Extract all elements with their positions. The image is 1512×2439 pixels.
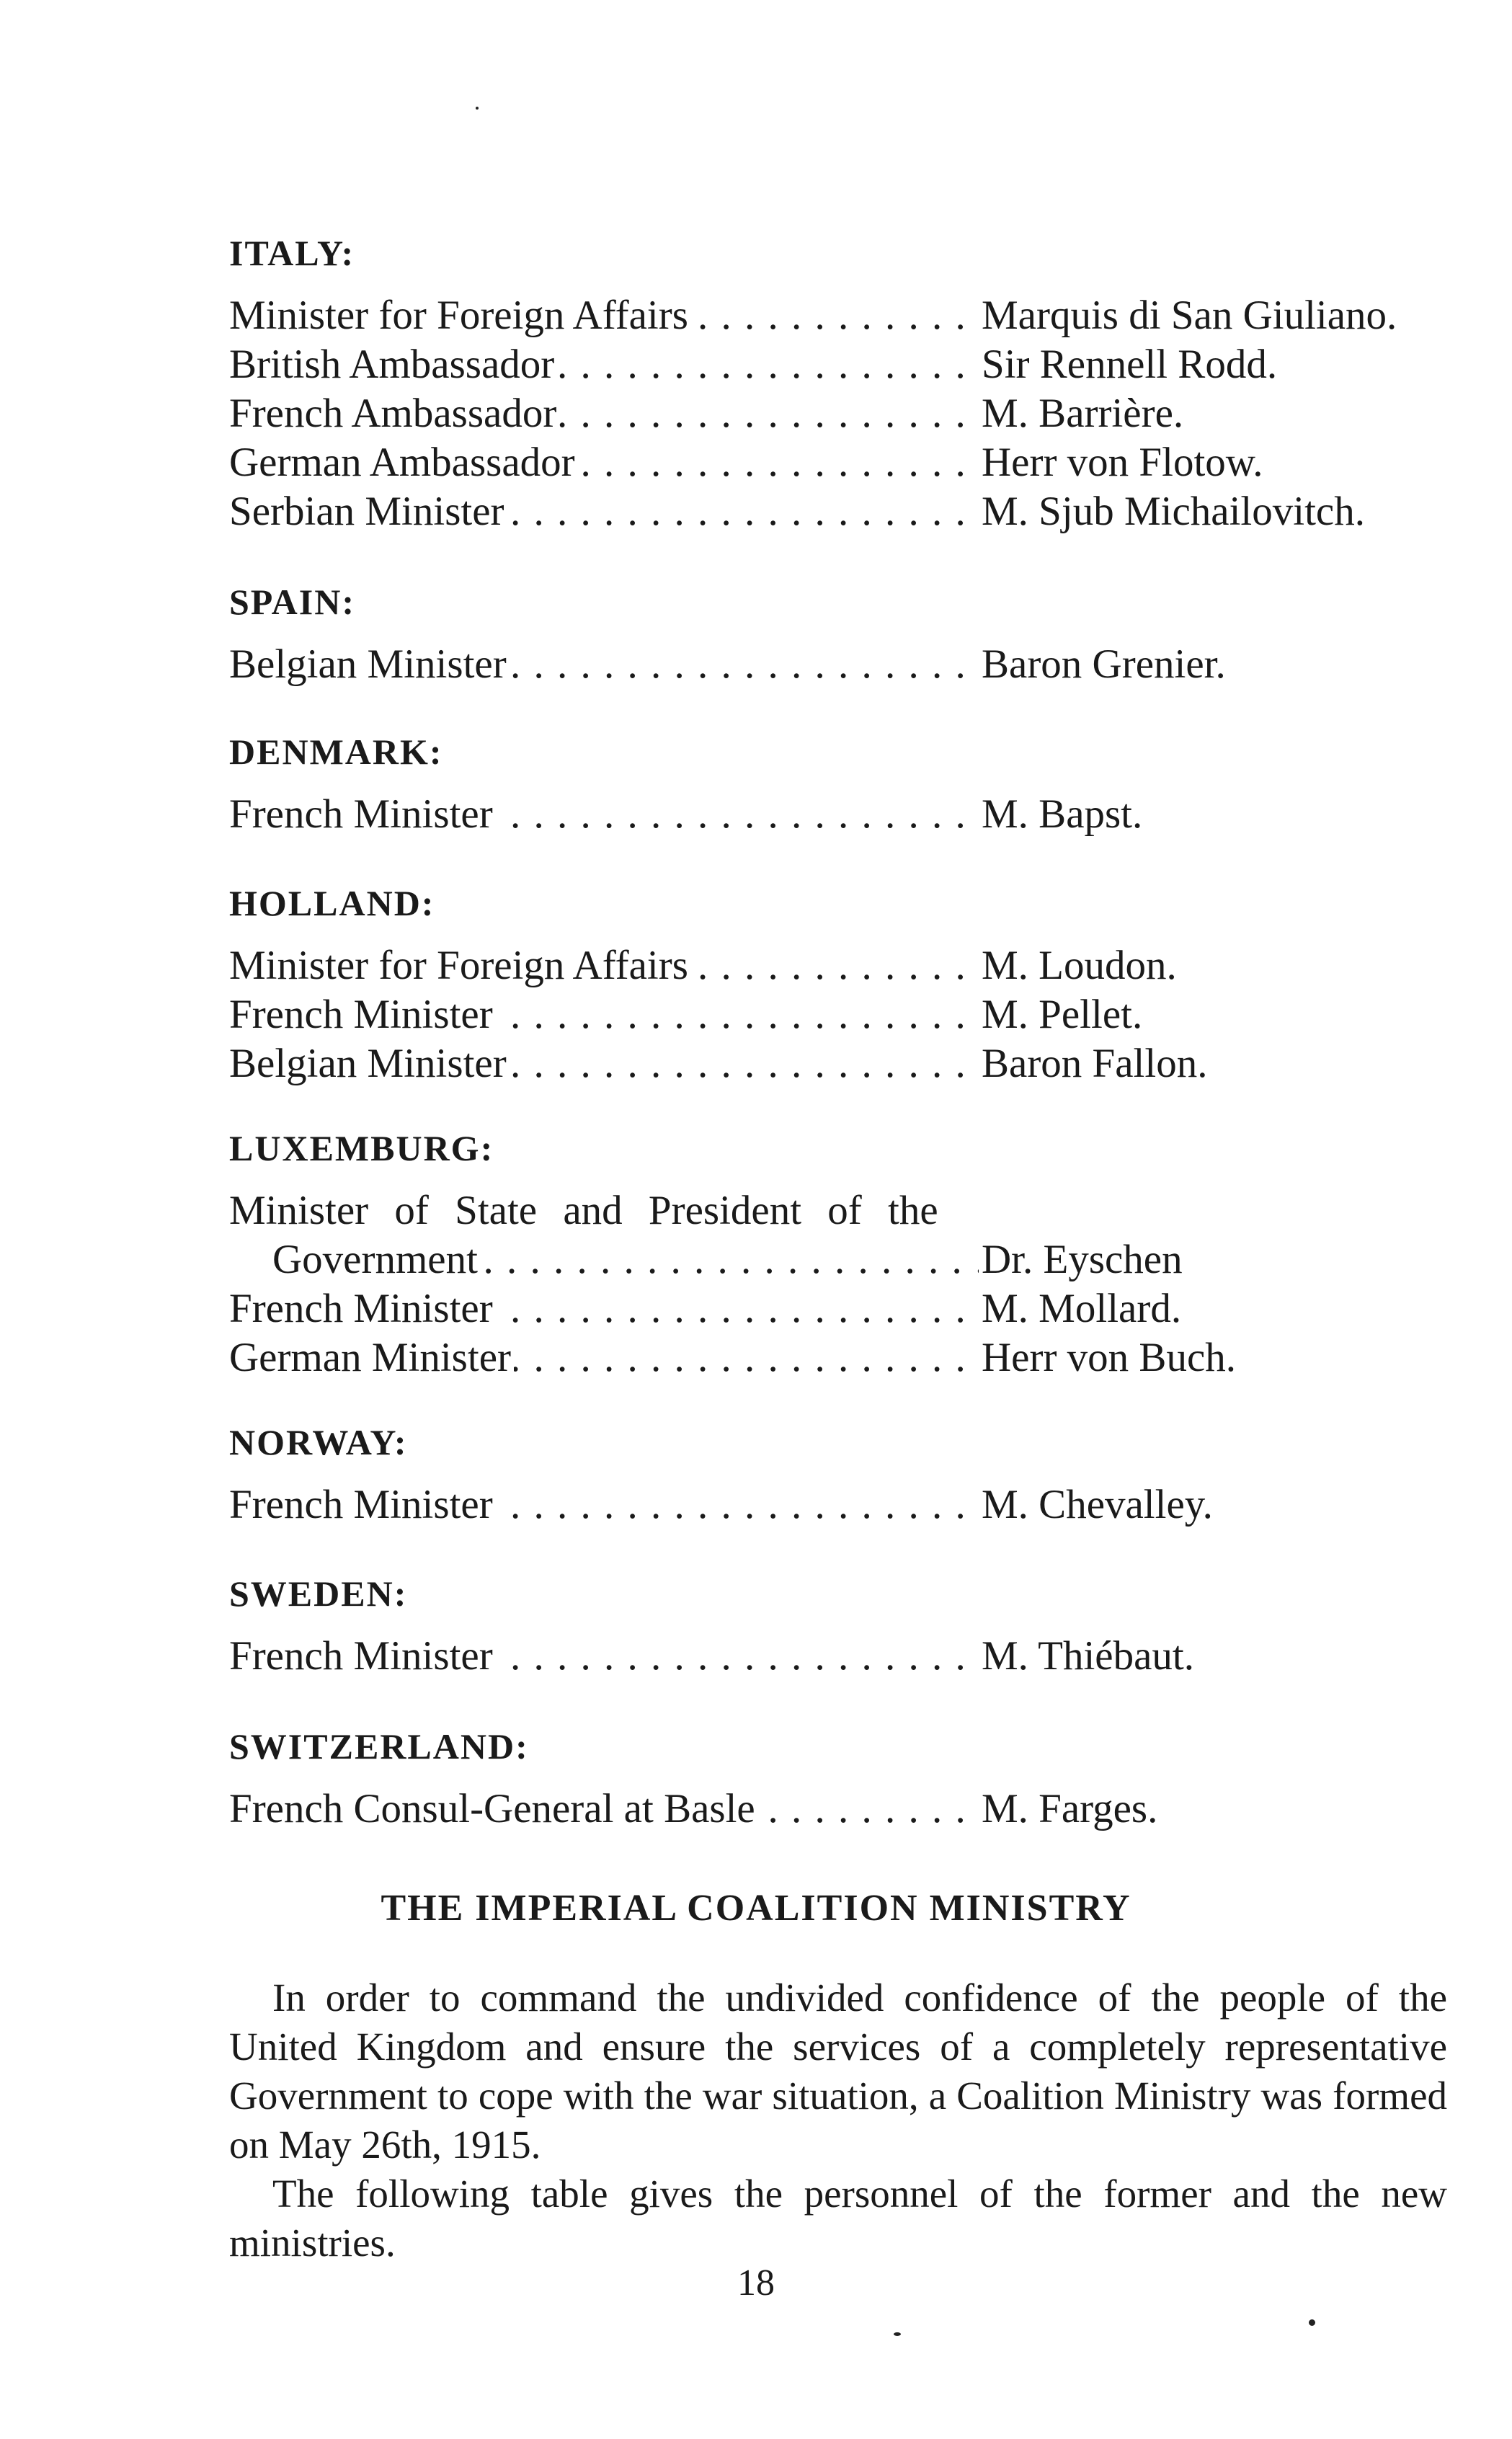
entry-row xyxy=(229,487,1440,536)
entry-row xyxy=(229,291,1440,340)
entry-row xyxy=(229,1333,1440,1382)
entry-role: French Minister xyxy=(229,1633,496,1679)
entry-role: French Minister xyxy=(229,1286,496,1331)
scan-speck xyxy=(1309,2319,1315,2326)
entry-name: Marquis di San Giuliano. xyxy=(979,291,1440,340)
entry-role: German Minister xyxy=(229,1335,514,1380)
entry-role: French Ambassador xyxy=(229,391,559,436)
entry-role: Minister of State and President of the xyxy=(229,1188,938,1233)
section-heading: DENMARK: xyxy=(229,732,443,772)
entry-role: Minister for Foreign Affairs xyxy=(229,293,691,338)
paragraph: In order to command the undivided confidence of the people of the United Kingdom and ensure the services of a completely representative Government to cope with the war situation, a Coalition Ministry was formed on May 26th, 1915. xyxy=(229,1976,1447,2167)
entry-row xyxy=(229,941,1440,990)
entry-name: M. Sjub Michailovitch. xyxy=(979,487,1440,536)
paragraph: The following table gives the personnel of the former and the new ministries. xyxy=(229,2172,1447,2265)
entry-row xyxy=(229,640,1440,689)
entry-row xyxy=(229,1039,1440,1088)
section-heading: LUXEMBURG: xyxy=(229,1128,494,1168)
entry-row xyxy=(229,1284,1440,1333)
entry-name: Sir Rennell Rodd. xyxy=(979,340,1440,389)
entry-name: Herr von Flotow. xyxy=(979,438,1440,487)
entry-role: Belgian Minister xyxy=(229,1041,510,1086)
entry-name: M. Farges. xyxy=(979,1785,1440,1834)
entry-name: M. Barrière. xyxy=(979,389,1440,438)
entry-role: British Ambassador xyxy=(229,342,557,387)
entry-row xyxy=(229,990,1440,1039)
entry-name: M. Bapst. xyxy=(979,790,1440,839)
section-heading: HOLLAND: xyxy=(229,883,435,923)
entry-role: German Ambassador xyxy=(229,440,578,485)
entry-row xyxy=(229,1632,1440,1681)
entry-name: Baron Grenier. xyxy=(979,640,1440,689)
section-title: THE IMPERIAL COALITION MINISTRY xyxy=(381,1888,1131,1929)
page-number: 18 xyxy=(737,2262,775,2304)
entry-row xyxy=(229,1235,1440,1284)
entry-row xyxy=(229,389,1440,438)
entry-role: Government xyxy=(272,1237,481,1282)
entry-role: Minister for Foreign Affairs xyxy=(229,943,691,988)
entry-role: French Minister xyxy=(229,1482,496,1527)
entry-role: French Consul-General at Basle xyxy=(229,1786,758,1831)
section-denmark xyxy=(229,728,1440,839)
entry-role: French Minister xyxy=(229,992,496,1037)
entry-role: Belgian Minister xyxy=(229,641,510,687)
entry-row xyxy=(229,1480,1440,1529)
body-text xyxy=(229,1973,1447,2267)
section-spain xyxy=(229,578,1440,689)
scan-speck xyxy=(894,2332,901,2336)
section-norway xyxy=(229,1418,1440,1529)
section-sweden xyxy=(229,1570,1440,1681)
entry-name: M. Mollard. xyxy=(979,1284,1440,1333)
entry-row xyxy=(229,438,1440,487)
section-heading: ITALY: xyxy=(229,233,355,273)
entry-name: Dr. Eyschen xyxy=(979,1235,1440,1284)
entry-row xyxy=(229,790,1440,839)
entry-name: Baron Fallon. xyxy=(979,1039,1440,1088)
section-luxemburg xyxy=(229,1124,1440,1382)
section-heading: SPAIN: xyxy=(229,582,355,622)
entry-name: M. Chevalley. xyxy=(979,1480,1440,1529)
section-heading: NORWAY: xyxy=(229,1422,408,1462)
entry-name: M. Thiébaut. xyxy=(979,1632,1440,1681)
entry-role: French Minister xyxy=(229,791,496,837)
section-heading: SWITZERLAND: xyxy=(229,1726,529,1767)
entry-name: M. Loudon. xyxy=(979,941,1440,990)
section-holland xyxy=(229,879,1440,1088)
section-heading: SWEDEN: xyxy=(229,1573,408,1614)
scan-speck xyxy=(476,107,479,110)
entry-lead-line xyxy=(229,1186,1440,1235)
section-italy xyxy=(229,229,1440,536)
entry-row xyxy=(229,1785,1440,1834)
entry-role: Serbian Minister xyxy=(229,489,507,534)
section-switzerland xyxy=(229,1723,1440,1834)
entry-name: Herr von Buch. xyxy=(979,1333,1440,1382)
entry-row xyxy=(229,340,1440,389)
entry-name: M. Pellet. xyxy=(979,990,1440,1039)
